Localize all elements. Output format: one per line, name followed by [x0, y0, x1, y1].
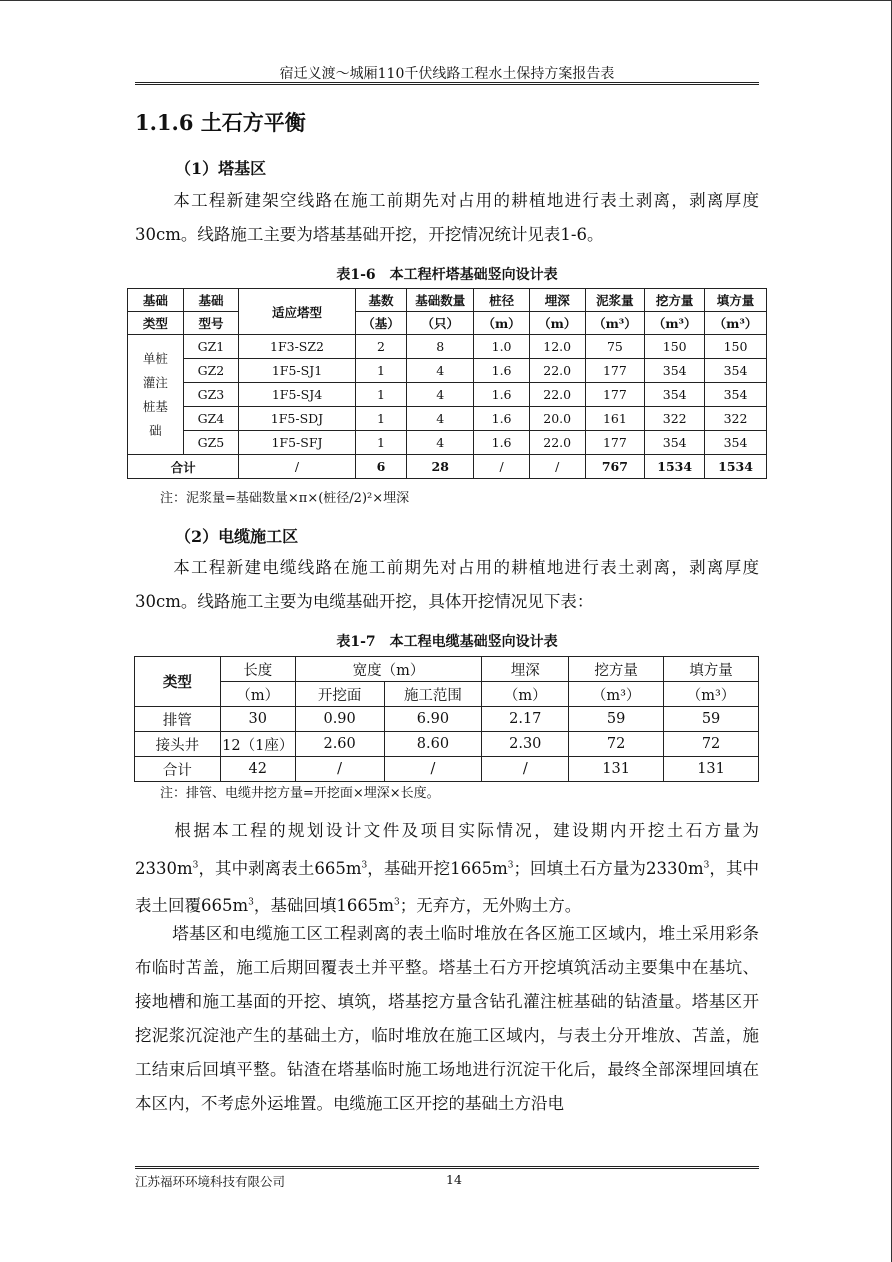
table1-row [128, 335, 767, 359]
table1-cell: GZ1 [183, 335, 239, 359]
subsection-tower-title: （1）塔基区 [175, 159, 267, 178]
table1-cell: 322 [645, 407, 705, 431]
running-header: 宿迁义渡～城厢110千伏线路工程水土保持方案报告表 [279, 66, 615, 82]
table1-cell: 4 [407, 431, 474, 455]
table1-total-cell: / [529, 455, 585, 479]
table2-total-cell: / [384, 757, 482, 782]
table2-total-cell: / [482, 757, 569, 782]
table1-header-row-2 [128, 312, 767, 335]
table2-total-label: 合计 [135, 757, 221, 782]
table1-cell: GZ5 [183, 431, 239, 455]
table1-header-unit: 类型 [128, 312, 184, 335]
earthwork-summary-paragraph [135, 814, 759, 923]
table2-row [135, 732, 759, 757]
table1-header-unit: （m） [529, 312, 585, 335]
table1-cell: 1 [355, 383, 407, 407]
table2-total-cell: 42 [220, 757, 295, 782]
table2-body [135, 707, 759, 757]
table2-cell: 2.30 [482, 732, 569, 757]
table1-header-row [128, 289, 767, 312]
earthwork-summary-text: 根据本工程的规划设计文件及项目实际情况，建设期内开挖土石方量为$2330m^3$，其中剥离表土$665m^3$，基础开挖$1665m^3$；回填土石方量为$2330m^3$，其中表土回覆$665m^3$，基础回填$1665m^3$；无弃方，无外购土方。 [135, 821, 760, 915]
table1-note: 注：泥浆量=基础数量×π×(桩径/2)²×埋深 [160, 491, 410, 506]
section-number: 1.1.6 [135, 110, 194, 135]
table1-total-cell: / [239, 455, 355, 479]
table2-total-row [135, 757, 759, 782]
table1-cell: 1F3-SZ2 [239, 335, 355, 359]
table1-cell: 322 [705, 407, 767, 431]
table1-total-cell: 6 [355, 455, 407, 479]
table1-cell: 75 [585, 335, 645, 359]
table1-cell: 4 [407, 407, 474, 431]
subsection-cable-title: （2）电缆施工区 [175, 527, 299, 546]
tower-paragraph-text: 本工程新建架空线路在施工前期先对占用的耕植地进行表土剥离，剥离厚度30cm。线路施工主要为塔基基础开挖，开挖情况统计见表1-6。 [135, 191, 759, 244]
table1-cell: 1.6 [474, 407, 530, 431]
table1-cell: 4 [407, 383, 474, 407]
table1-cell: 12.0 [529, 335, 585, 359]
table2-header-depth: 埋深 [482, 657, 569, 682]
table1-header-unit: （m³） [585, 312, 645, 335]
table2-header-width-construction: 施工范围 [384, 682, 482, 707]
table1-row [128, 359, 767, 383]
table2-header-fill: 填方量 [664, 657, 759, 682]
table2-cell: 接头井 [135, 732, 221, 757]
table1-total-cell: 1534 [705, 455, 767, 479]
table2-cell: 12（1座） [220, 732, 295, 757]
tower-paragraph [135, 184, 759, 252]
stockpile-paragraph-text: 塔基区和电缆施工区工程剥离的表土临时堆放在各区施工区域内，堆土采用彩条布临时苫盖，施工后期回覆表土并平整。塔基土石方开挖填筑活动主要集中在基坑、接地槽和施工基面的开挖、填筑，塔基挖方量含钻孔灌注桩基础的钻渣量。塔基区开挖泥浆沉淀池产生的基础土方，临时堆放在施工区域内，与表土分开堆放、苫盖，施工结束后回填平整。钻渣在塔基临时施工场地进行沉淀干化后，最终全部深埋回填在本区内，不考虑外运堆置。电缆施工区开挖的基础土方沿电 [135, 924, 759, 1113]
table1-row [128, 383, 767, 407]
table1-row [128, 431, 767, 455]
table2-cell: 59 [664, 707, 759, 732]
table1-header-cell: 基础 [128, 289, 184, 312]
table2-header-depth-unit: （m） [482, 682, 569, 707]
table1-cell: GZ3 [183, 383, 239, 407]
table1-header-unit: （m） [474, 312, 530, 335]
table1-cell: 1.6 [474, 359, 530, 383]
table1-caption: 表1-6 本工程杆塔基础竖向设计表 [336, 267, 558, 283]
table2-cell: 72 [664, 732, 759, 757]
table1-header-cell: 基础 [183, 289, 239, 312]
table1-header-cell: 基数 [355, 289, 407, 312]
table1-cell: 150 [645, 335, 705, 359]
table1-total-row [128, 455, 767, 479]
table1-total-cell: 28 [407, 455, 474, 479]
tower-foundation-table [127, 288, 767, 479]
table1-cell: 1.6 [474, 431, 530, 455]
table1-cell: 1 [355, 431, 407, 455]
table1-header-cell: 挖方量 [645, 289, 705, 312]
table2-header-width: 宽度（m） [295, 657, 482, 682]
table1-cell: 354 [705, 359, 767, 383]
table1-header-cell: 泥浆量 [585, 289, 645, 312]
table1-cell: 177 [585, 383, 645, 407]
table1-header-unit: （m³） [645, 312, 705, 335]
table1-cell: 1 [355, 359, 407, 383]
table1-cell: 161 [585, 407, 645, 431]
table2-total-cell: / [295, 757, 384, 782]
table1-cell: 22.0 [529, 431, 585, 455]
stockpile-paragraph [135, 917, 759, 1121]
table2-cell: 72 [569, 732, 664, 757]
table2-cell: 2.17 [482, 707, 569, 732]
table1-cell: 150 [705, 335, 767, 359]
table1-cell: 22.0 [529, 359, 585, 383]
table1-header-cell: 填方量 [705, 289, 767, 312]
table2-cell: 30 [220, 707, 295, 732]
table1-cell: 177 [585, 359, 645, 383]
cable-paragraph [135, 551, 759, 619]
table2-note: 注：排管、电缆井挖方量=开挖面×埋深×长度。 [160, 786, 440, 801]
table2-caption: 表1-7 本工程电缆基础竖向设计表 [336, 634, 558, 650]
footer-company: 江苏福环环境科技有限公司 [135, 1174, 286, 1189]
table1-cell: 1.6 [474, 383, 530, 407]
table1-cell: GZ2 [183, 359, 239, 383]
table2-cell: 排管 [135, 707, 221, 732]
table2-total-cell: 131 [569, 757, 664, 782]
table1-group-label-line: 单桩 [142, 350, 168, 366]
table1-cell: 354 [645, 359, 705, 383]
header-rule [135, 82, 759, 85]
table1-total-label: 合计 [128, 455, 239, 479]
table1-cell: GZ4 [183, 407, 239, 431]
cable-paragraph-text: 本工程新建电缆线路在施工前期先对占用的耕植地进行表土剥离，剥离厚度30cm。线路施工主要为电缆基础开挖，具体开挖情况见下表： [135, 558, 759, 611]
table1-header-unit: （只） [407, 312, 474, 335]
table1-header-cell: 适应塔型 [239, 289, 355, 335]
table2-row [135, 707, 759, 732]
table2-header-length-unit: （m） [220, 682, 295, 707]
table2-cell: 8.60 [384, 732, 482, 757]
table1-cell: 4 [407, 359, 474, 383]
table2-cell: 0.90 [295, 707, 384, 732]
section-heading [135, 107, 306, 137]
table1-cell: 1 [355, 407, 407, 431]
table2-total-cell: 131 [664, 757, 759, 782]
table2-cell: 2.60 [295, 732, 384, 757]
table2-header-length: 长度 [220, 657, 295, 682]
table2-header-cut-unit: （m³） [569, 682, 664, 707]
table1-cell: 177 [585, 431, 645, 455]
table1-header-cell: 埋深 [529, 289, 585, 312]
table1-header-cell: 基础数量 [407, 289, 474, 312]
table1-group-label-line: 灌注 [142, 374, 168, 390]
table1-header-unit: （m³） [705, 312, 767, 335]
table1-group-label-line: 桩基 [142, 398, 168, 414]
table1-group-label [128, 335, 184, 455]
footer-rule [135, 1166, 759, 1169]
table1-group-label-line: 础 [149, 422, 162, 438]
table1-header-cell: 桩径 [474, 289, 530, 312]
section-title: 土石方平衡 [200, 110, 306, 135]
table1-cell: 354 [645, 383, 705, 407]
table1-cell: 354 [705, 431, 767, 455]
table1-cell: 20.0 [529, 407, 585, 431]
table1-cell: 1F5-SJ1 [239, 359, 355, 383]
table1-cell: 1.0 [474, 335, 530, 359]
table2-header-cut: 挖方量 [569, 657, 664, 682]
table1-header-unit: 型号 [183, 312, 239, 335]
table1-cell: 1F5-SDJ [239, 407, 355, 431]
table1-cell: 354 [705, 383, 767, 407]
table1-total-cell: / [474, 455, 530, 479]
table2-header-fill-unit: （m³） [664, 682, 759, 707]
table2-cell: 59 [569, 707, 664, 732]
table1-cell: 2 [355, 335, 407, 359]
table2-header-type: 类型 [135, 657, 221, 707]
page-number: 14 [446, 1172, 462, 1187]
table1-cell: 8 [407, 335, 474, 359]
table1-total-cell: 1534 [645, 455, 705, 479]
table1-cell: 22.0 [529, 383, 585, 407]
table1-cell: 1F5-SFJ [239, 431, 355, 455]
table1-cell: 1F5-SJ4 [239, 383, 355, 407]
table1-total-cell: 767 [585, 455, 645, 479]
table1-cell: 354 [645, 431, 705, 455]
table1-row [128, 407, 767, 431]
table1-header-unit: （基） [355, 312, 407, 335]
table2-header-width-excavation: 开挖面 [295, 682, 384, 707]
cable-foundation-table [134, 656, 759, 782]
table2-cell: 6.90 [384, 707, 482, 732]
table1-body [128, 335, 767, 455]
